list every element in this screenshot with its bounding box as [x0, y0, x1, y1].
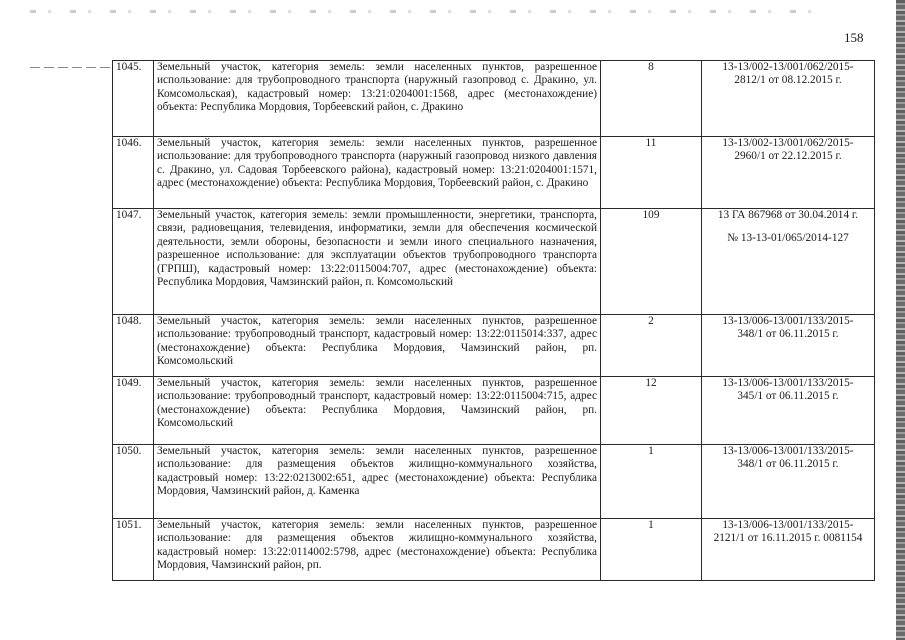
- row-number: 1048.: [113, 315, 154, 377]
- quantity-cell: 1: [601, 519, 702, 581]
- row-number: 1050.: [113, 445, 154, 519]
- land-plot-description: Земельный участок, категория земель: земли населенных пунктов, разрешенное использование: для трубопроводного транспорта (наружный газопровод с. Дракино, ул. Комсомольская), кадастровый номер: 13:21:0204001:1568, адрес (местонахождение) объекта: Республика Мордовия, Торбеевский район, с. Дракино: [154, 61, 601, 137]
- page-number: 158: [844, 30, 864, 45]
- table-row: [113, 209, 875, 315]
- registration-date: 348/1 от 06.11.2015 г.: [737, 458, 839, 471]
- quantity-cell: 11: [601, 137, 702, 209]
- land-plot-description: Земельный участок, категория земель: земли населенных пунктов, разрешенное использование: трубопроводный транспорт, кадастровый номер: 13:22:0115004:715, адрес (местонахождение) объекта: Республика Мордовия, Чамзинский район, рп. Комсомольский: [154, 377, 601, 445]
- row-number: 1047.: [113, 209, 154, 315]
- registration-document: [702, 61, 875, 137]
- quantity-cell: 2: [601, 315, 702, 377]
- quantity-cell: 1: [601, 445, 702, 519]
- registration-date: 2121/1 от 16.11.2015 г. 0081154: [713, 532, 863, 545]
- table-row: [113, 315, 875, 377]
- table-row: [113, 445, 875, 519]
- land-plot-description: Земельный участок, категория земель: земли промышленности, энергетики, транспорта, связи, радиовещания, телевидения, информатики, земли для обеспечения космической деятельности, земли обороны, безопасности и земли иного специального назначения, разрешенное использование: для эксплуатации объектов трубопроводного транспорта (ГРПШ), кадастровый номер: 13:22:0115004:707, адрес (местонахождение) объекта: Республика Мордовия, Чамзинский район, п. Комсомольский: [154, 209, 601, 315]
- registration-date: 348/1 от 06.11.2015 г.: [737, 328, 839, 341]
- registration-date: 2960/1 от 22.12.2015 г.: [734, 150, 842, 163]
- registration-date: 2812/1 от 08.12.2015 г.: [734, 74, 842, 87]
- row-number: 1049.: [113, 377, 154, 445]
- registration-number: 13-13/002-13/001/062/2015-: [722, 137, 854, 149]
- registration-number: 13-13/006-13/001/133/2015-: [722, 315, 854, 327]
- scan-left-mark: [30, 67, 110, 68]
- registration-document: [702, 445, 875, 519]
- registration-number: 13-13/006-13/001/133/2015-: [722, 519, 854, 531]
- table-row: [113, 61, 875, 137]
- registration-document: [702, 209, 875, 315]
- land-plot-description: Земельный участок, категория земель: земли населенных пунктов, разрешенное использование: для размещения объектов жилищно-коммунального хозяйства, кадастровый номер: 13:22:0213002:651, адрес (местонахождение) объекта: Республика Мордовия, Чамзинский район, д. Каменка: [154, 445, 601, 519]
- registration-number: 13-13/006-13/001/133/2015-: [722, 377, 854, 389]
- registration-document: [702, 137, 875, 209]
- registration-document: [702, 377, 875, 445]
- quantity-cell: 109: [601, 209, 702, 315]
- registration-date: 345/1 от 06.11.2015 г.: [737, 390, 839, 403]
- table-row: [113, 377, 875, 445]
- land-plot-description: Земельный участок, категория земель: земли населенных пунктов, разрешенное использование: трубопроводный транспорт, кадастровый номер: 13:22:0115014:337, адрес (местонахождение) объекта: Республика Мордовия, Чамзинский район, рп. Комсомольский: [154, 315, 601, 377]
- land-plot-description: Земельный участок, категория земель: земли населенных пунктов, разрешенное использование: для трубопроводного транспорта (наружный газопровод низкого давления с. Дракино, ул. Садовая Торбеевского района), кадастровый номер: 13:21:0204001:1571, адрес (местонахождение) объекта: Республика Мордовия, Торбеевский район, с. Дракино: [154, 137, 601, 209]
- table-row: [113, 519, 875, 581]
- registration-document: [702, 519, 875, 581]
- quantity-cell: 8: [601, 61, 702, 137]
- registry-table: [112, 60, 875, 581]
- scan-top-marks: [30, 10, 830, 13]
- row-number: 1046.: [113, 137, 154, 209]
- land-plot-description: Земельный участок, категория земель: земли населенных пунктов, разрешенное использование: для размещения объектов жилищно-коммунального хозяйства, кадастровый номер: 13:22:0114002:5798, адрес (местонахождение) объекта: Республика Мордовия, Чамзинский район, рп.: [154, 519, 601, 581]
- registration-number: 13-13/006-13/001/133/2015-: [722, 445, 854, 457]
- certificate-number: 13 ГА 867968 от 30.04.2014 г.: [717, 209, 859, 221]
- registration-number: 13-13/002-13/001/062/2015-: [722, 61, 854, 73]
- scan-right-edge: [896, 0, 905, 640]
- registration-record: № 13-13-01/065/2014-127: [727, 232, 849, 245]
- row-number: 1045.: [113, 61, 154, 137]
- registration-document: [702, 315, 875, 377]
- table-row: [113, 137, 875, 209]
- row-number: 1051.: [113, 519, 154, 581]
- quantity-cell: 12: [601, 377, 702, 445]
